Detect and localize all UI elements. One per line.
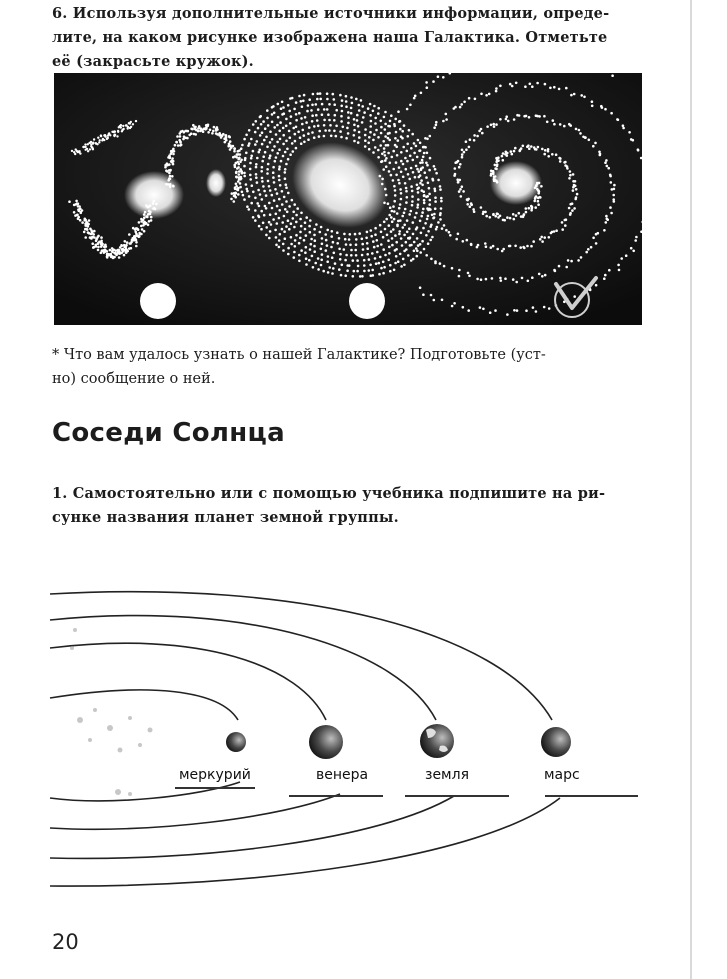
orbit-line-earth xyxy=(50,616,436,720)
planet-label-earth: земля xyxy=(425,767,469,783)
planet-label-mercury: меркурий xyxy=(179,767,251,783)
extra-question-note xyxy=(52,343,644,391)
orbit-line-lower-2 xyxy=(50,794,340,829)
task-1-line-1: 1. Самостоятельно или с помощью учебника подпишите на ри- xyxy=(52,485,606,502)
galaxy-illustration-panel xyxy=(54,73,642,325)
planet-label-venus: венера xyxy=(316,767,369,783)
orbit-line-mercury xyxy=(50,690,238,720)
task-1-text xyxy=(52,482,644,530)
planet-mercury xyxy=(226,732,246,752)
task-6-line-2: лите, на каком рисунке изображена наша Галактика. Отметьте xyxy=(52,29,608,46)
task-6-line-1: 6. Используя дополнительные источники информации, опреде- xyxy=(52,5,610,22)
section-title: Соседи Солнца xyxy=(52,418,285,448)
planet-earth xyxy=(420,724,454,758)
page-number: 20 xyxy=(52,930,79,954)
answer-line-earth[interactable] xyxy=(405,795,509,797)
galaxy-option-3-circle[interactable] xyxy=(554,282,590,318)
galaxy-option-1-circle[interactable] xyxy=(140,283,176,319)
sun-texture xyxy=(70,628,153,796)
orbit-line-lower-4 xyxy=(50,798,560,886)
orbit-line-mars xyxy=(50,592,552,720)
terrestrial-planets-diagram xyxy=(0,570,700,900)
planet-label-mars: марс xyxy=(544,767,580,783)
task-1-line-2: сунке названия планет земной группы. xyxy=(52,509,399,526)
planet-mars xyxy=(541,727,571,757)
task-6-text xyxy=(52,2,644,74)
note-line-1: * Что вам удалось узнать о нашей Галактике? Подготовьте (уст- xyxy=(52,347,546,363)
planet-venus xyxy=(309,725,343,759)
answer-line-mercury[interactable] xyxy=(175,787,255,789)
orbit-line-venus xyxy=(50,643,326,720)
orbit-line-lower-3 xyxy=(50,796,454,858)
task-6-line-3: её (закрасьте кружок). xyxy=(52,53,254,70)
checkmark-icon xyxy=(552,272,600,320)
orbit-line-lower-1 xyxy=(50,782,240,801)
answer-line-venus[interactable] xyxy=(289,795,383,797)
answer-line-mars[interactable] xyxy=(545,795,638,797)
note-line-2: но) сообщение о ней. xyxy=(52,371,216,387)
galaxy-option-2-circle[interactable] xyxy=(349,283,385,319)
